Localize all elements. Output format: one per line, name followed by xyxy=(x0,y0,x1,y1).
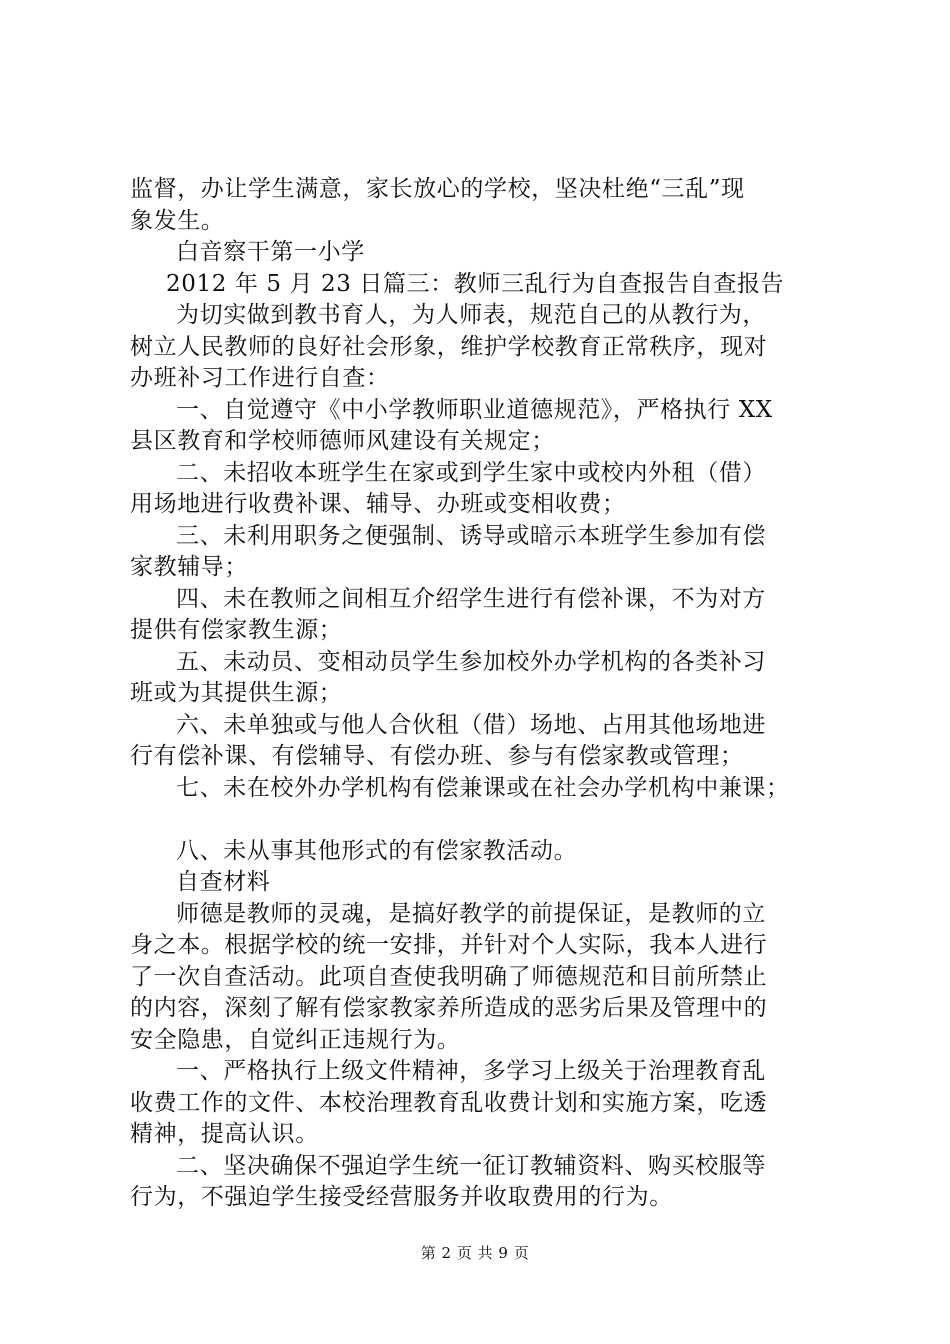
text-line: 二、未招收本班学生在家或到学生家中或校内外租（借） xyxy=(176,459,766,486)
text-line: 象发生。 xyxy=(130,207,225,234)
text-line: 收费工作的文件、本校治理教育乱收费计划和实施方案，吃透 xyxy=(130,1089,768,1116)
text-line: 五、未动员、变相动员学生参加校外办学机构的各类补习 xyxy=(176,648,766,675)
text-line: 四、未在教师之间相互介绍学生进行有偿补课，不为对方 xyxy=(176,585,766,612)
text-line: 精神，提高认识。 xyxy=(130,1121,319,1147)
document-body xyxy=(130,174,830,1214)
text-line: 自查材料 xyxy=(176,869,271,895)
text-line: 班或为其提供生源； xyxy=(130,680,343,706)
text-line: 安全隐患，自觉纠正违规行为。 xyxy=(130,1026,461,1053)
text-line: 的内容，深刻了解有偿家教家养所造成的恶劣后果及管理中的 xyxy=(130,995,768,1021)
blank-line xyxy=(130,804,830,836)
text-line: 身之本。根据学校的统一安排，并针对个人实际，我本人进行 xyxy=(130,932,768,958)
text-line: 白音察干第一小学 xyxy=(176,239,365,265)
text-line: 家教辅导； xyxy=(130,554,248,580)
text-line: 师德是教师的灵魂，是搞好教学的前提保证，是教师的立 xyxy=(176,900,766,927)
text-line: 七、未在校外办学机构有偿兼课或在社会办学机构中兼课； xyxy=(176,774,790,801)
text-line: 县区教育和学校师德师风建设有关规定； xyxy=(130,428,555,454)
text-line: 行为，不强迫学生接受经营服务并收取费用的行为。 xyxy=(130,1184,673,1210)
text-line: 一、严格执行上级文件精神，多学习上级关于治理教育乱 xyxy=(176,1058,766,1084)
text-line: 行有偿补课、有偿辅导、有偿办班、参与有偿家教或管理； xyxy=(130,743,744,769)
text-line: 监督，办让学生满意，家长放心的学校，坚决杜绝“三乱”现 xyxy=(130,176,745,202)
text-line: 一、自觉遵守《中小学教师职业道德规范》，严格执行 XX xyxy=(176,396,773,423)
text-line: 六、未单独或与他人合伙租（借）场地、占用其他场地进 xyxy=(176,711,766,738)
text-line: 提供有偿家教生源； xyxy=(130,617,343,643)
text-line: 二、坚决确保不强迫学生统一征订教辅资料、购买校服等 xyxy=(176,1152,766,1179)
page-footer: 第 2 页 共 9 页 xyxy=(420,1244,530,1262)
text-line: 三、未利用职务之便强制、诱导或暗示本班学生参加有偿 xyxy=(176,522,766,549)
text-line: 2012 年 5 月 23 日篇三：教师三乱行为自查报告自查报告 xyxy=(166,270,785,297)
text-line: 办班补习工作进行自查： xyxy=(130,365,390,391)
text-line: 用场地进行收费补课、辅导、办班或变相收费； xyxy=(130,491,626,517)
text-line: 了一次自查活动。此项自查使我明确了师德规范和目前所禁止 xyxy=(130,963,768,990)
text-line: 八、未从事其他形式的有偿家教活动。 xyxy=(176,837,578,864)
text-line: 为切实做到教书育人，为人师表，规范自己的从教行为， xyxy=(176,302,766,328)
text-line: 树立人民教师的良好社会形象，维护学校教育正常秩序，现对 xyxy=(130,333,768,360)
